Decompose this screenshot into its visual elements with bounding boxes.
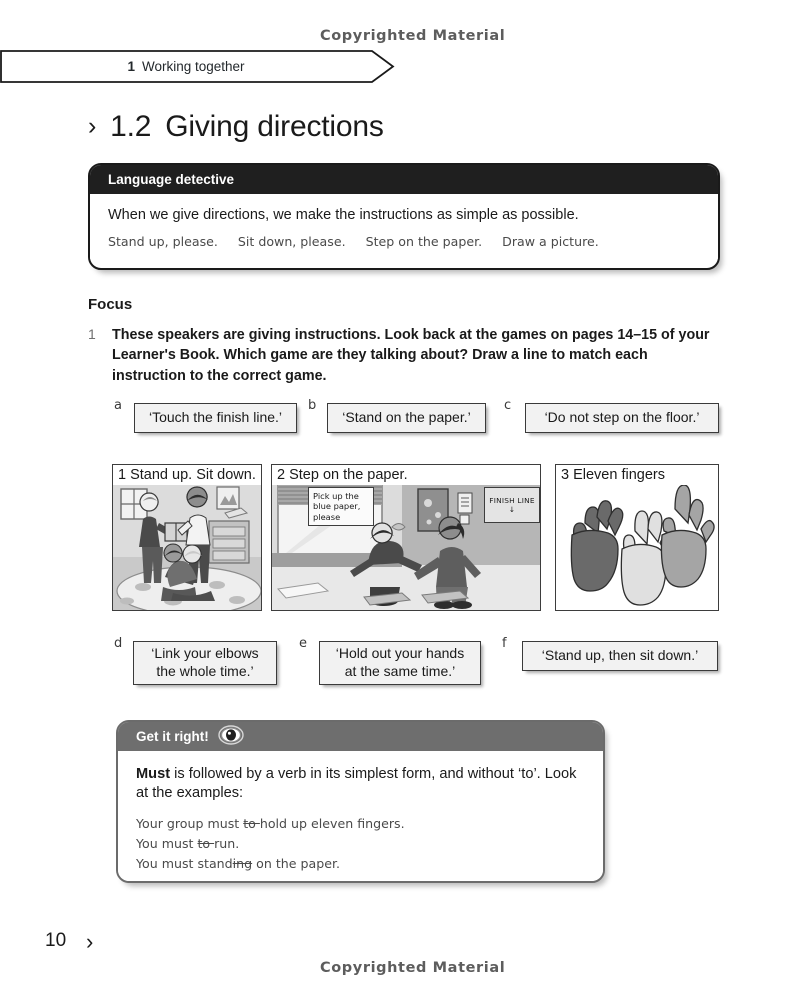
question-number: 1 [88, 326, 96, 342]
section-title: Giving directions [165, 110, 384, 143]
get-it-right-header [118, 722, 603, 751]
language-detective-header [90, 165, 718, 194]
page-number: 10 [45, 930, 67, 951]
language-detective-lead: When we give directions, we make the instructions as simple as possible. [108, 207, 579, 223]
example-after: run. [214, 835, 240, 851]
unit-tab-banner [0, 50, 396, 83]
instruction-tag: e [299, 636, 307, 651]
instruction-tag: a [114, 398, 122, 413]
example-strikethrough: to [197, 835, 215, 851]
section-number: 1.2 [110, 110, 152, 143]
panel-1-scene [113, 465, 261, 610]
language-detective-body [90, 194, 718, 259]
instruction-bubble-d[interactable]: ‘Link your elbows the whole time.’ [133, 641, 277, 685]
language-example: Step on the paper. [365, 233, 483, 249]
language-example: Draw a picture. [502, 233, 599, 249]
language-example: Stand up, please. [108, 233, 218, 249]
copyright-notice-bottom: Copyrighted Material [320, 960, 506, 976]
example-before: You must [136, 835, 198, 851]
illustration-panel-2 [271, 464, 541, 611]
get-it-right-example [136, 854, 587, 874]
instruction-bubble-f[interactable]: ‘Stand up, then sit down.’ [522, 641, 718, 671]
instruction-tag: c [504, 398, 512, 413]
get-it-right-example [136, 834, 587, 854]
copyright-notice-top: Copyrighted Material [320, 28, 506, 44]
focus-heading: Focus [88, 296, 133, 313]
language-example: Sit down, please. [237, 233, 346, 249]
instruction-item-d [114, 636, 274, 686]
unit-label: Working together [141, 59, 245, 74]
panel-2-callout: Pick up the blue paper, please [308, 487, 374, 526]
get-it-right-body [118, 751, 603, 883]
instruction-bubble-b[interactable]: ‘Stand on the paper.’ [327, 403, 486, 433]
instruction-item-e [299, 636, 479, 686]
instruction-tag: b [308, 398, 317, 413]
example-after: hold up eleven fingers. [259, 815, 405, 831]
example-before: You must stand [136, 856, 233, 872]
instruction-bubble-e[interactable]: ‘Hold out your hands at the same time.’ [319, 641, 481, 685]
instruction-tag: f [502, 636, 507, 651]
panel-1-caption: 1 Stand up. Sit down. [113, 465, 261, 485]
get-it-right-example [136, 814, 587, 834]
finish-line-sign [484, 487, 540, 523]
panel-3-scene [556, 465, 718, 610]
language-detective-box [88, 163, 720, 270]
illustration-panel-3 [555, 464, 719, 611]
get-it-right-examples [136, 814, 587, 875]
question-text: These speakers are giving instructions. Look back at the games on pages 14–15 of your Learner's Book. Which game are they talking about? Draw a line to match each instruction to the correct game. [112, 327, 710, 384]
get-it-right-box [116, 720, 605, 883]
instruction-tag: d [114, 636, 123, 651]
get-it-right-lead [136, 765, 587, 804]
example-strikethrough: to [243, 815, 260, 831]
language-detective-title: Language detective [108, 172, 235, 187]
instruction-bubble-a[interactable]: ‘Touch the finish line.’ [134, 403, 297, 433]
instruction-bubble-c[interactable]: ‘Do not step on the floor.’ [525, 403, 719, 433]
language-detective-examples [108, 234, 702, 249]
panel-2-caption: 2 Step on the paper. [272, 465, 540, 485]
unit-number: 1 [127, 59, 135, 74]
instruction-item-b [308, 398, 488, 438]
chevron-right-icon: › [86, 929, 94, 954]
finish-line-text: FINISH LINE [489, 496, 535, 505]
down-arrow-icon: ↓ [508, 505, 516, 514]
eye-icon [218, 725, 244, 748]
unit-tab-text [0, 50, 372, 83]
get-it-right-lead-rest: is followed by a verb in its simplest form, and without ‘to’. Look at the examples: [136, 766, 577, 802]
get-it-right-title: Get it right! [136, 729, 209, 744]
instruction-item-c [504, 398, 720, 438]
section-heading [88, 110, 384, 144]
example-before: Your group must [136, 815, 244, 831]
get-it-right-keyword: Must [136, 766, 171, 782]
example-after: on the paper. [252, 856, 340, 872]
instruction-item-a [114, 398, 299, 438]
instruction-item-f [502, 636, 720, 686]
panel-3-caption: 3 Eleven fingers [556, 465, 718, 485]
example-strikethrough: ing [232, 856, 253, 872]
illustration-panel-1 [112, 464, 262, 611]
chevron-right-icon: › [88, 112, 97, 140]
